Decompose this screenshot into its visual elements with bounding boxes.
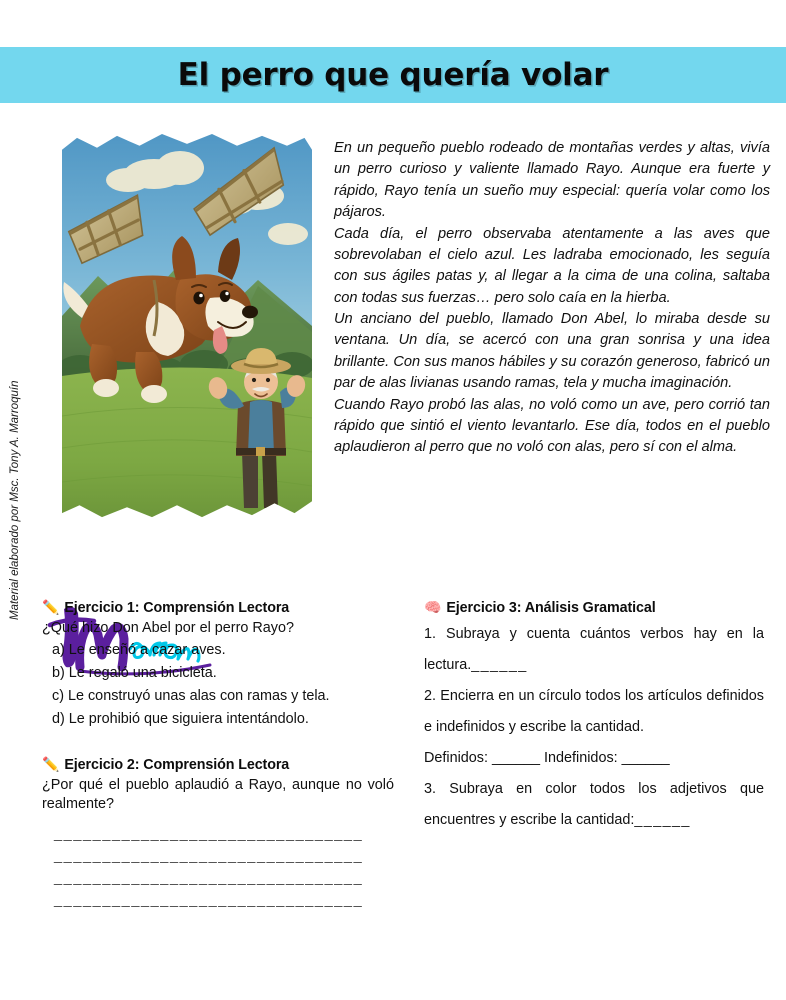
exercise-3-item-1-blank[interactable]: ______ [471,656,528,673]
author-credit-text: Material elaborado por Msc. Tony A. Marroquín [9,380,21,620]
option-c[interactable]: c) Le construyó unas alas con ramas y tela. [52,688,330,705]
title-banner [0,47,786,103]
answer-line[interactable]: ________________________________ [54,848,364,865]
option-d[interactable]: d) Le prohibió que siguiera intentándolo. [52,711,309,728]
exercise-3-item-3 [424,774,764,836]
exercise-2 [42,757,394,914]
story-paragraph-3: Un anciano del pueblo, llamado Don Abel, lo miraba desde su ventana. Un día, se acercó con una gran sonrisa y una idea brillante. Con sus manos hábiles y su corazón generoso, fabricó un par de alas livianas usando ramas, tela y mucha imaginación. [334,311,770,392]
exercise-3 [424,600,764,836]
answer-line[interactable]: ________________________________ [54,892,364,909]
flying-dog-illustration [62,130,312,525]
story-paragraph-1: En un pequeño pueblo rodeado de montañas verdes y altas, vivía un perro curioso y valiente llamado Rayo. Aunque era fuerte y rápido, Rayo tenía un sueño muy especial: quería volar como los pájaros. [334,140,770,221]
option-b[interactable]: b) Le regaló una bicicleta. [52,665,217,682]
option-a[interactable]: a) Le enseñó a cazar aves. [52,642,226,659]
page-title: El perro que quería volar [177,57,609,93]
exercise-3-item-2: 2. Encierra en un círculo todos los artículos definidos e indefinidos y escribe la cantidad. [424,687,764,735]
story-text [334,138,770,459]
exercise-3-item-3-blank[interactable]: ______ [634,811,691,828]
exercise-2-heading [42,757,394,773]
exercise-2-answer-area[interactable] [42,826,394,914]
exercise-1-options [42,639,394,731]
exercise-3-item-3-text: 3. Subraya en color todos los adjetivos que encuentres y escribe la cantidad: [424,780,764,828]
exercise-3-item-1-text: 1. Subraya y cuenta cuántos verbos hay en la lectura. [424,626,764,673]
exercises-section [0,600,786,940]
exercise-3-item-1 [424,619,764,681]
indefinidos-blank[interactable]: ______ [621,749,670,766]
exercise-1-heading-text: Ejercicio 1: Comprensión Lectora [64,600,290,616]
exercise-2-question: ¿Por qué el pueblo aplaudió a Rayo, aunque no voló realmente? [42,777,394,812]
answer-line[interactable]: ________________________________ [54,870,364,887]
brain-icon: 🧠 [424,599,442,615]
exercise-1-question: ¿Qué hizo Don Abel por el perro Rayo? [42,620,294,636]
exercise-3-heading-text: Ejercicio 3: Análisis Gramatical [446,600,656,616]
indefinidos-label: Indefinidos: [544,749,618,766]
exercise-3-definidos-row [424,743,764,774]
exercise-1-heading [42,600,394,616]
exercise-3-heading [424,600,764,616]
exercises-left-column [42,600,394,914]
story-paragraph-2: Cada día, el perro observaba atentamente a las aves que sobrevolaban el cielo azul. Les ladraba emocionado, les seguía con sus ágiles patas y, al llegar a la cima de una colina, saltaba con todas sus fuerzas… pero solo caía en la hierba. [334,225,770,306]
spacer [42,731,394,757]
exercises-right-column [424,600,764,836]
author-credit [9,290,43,620]
definidos-blank[interactable]: ______ [492,749,541,766]
exercise-1 [42,600,394,731]
exercise-2-heading-text: Ejercicio 2: Comprensión Lectora [64,757,290,774]
pencil-icon: ✏️ [42,599,60,615]
story-paragraph-4: Cuando Rayo probó las alas, no voló como un ave, pero corrió tan rápido que sintió el viento levantarlo. Ese día, todos en el pueblo aplaudieron al perro que no voló con alas, pero sí con el alma. [334,396,770,456]
answer-line[interactable]: ________________________________ [54,826,364,843]
definidos-label: Definidos: [424,749,488,766]
pencil-icon: ✏️ [42,756,60,773]
